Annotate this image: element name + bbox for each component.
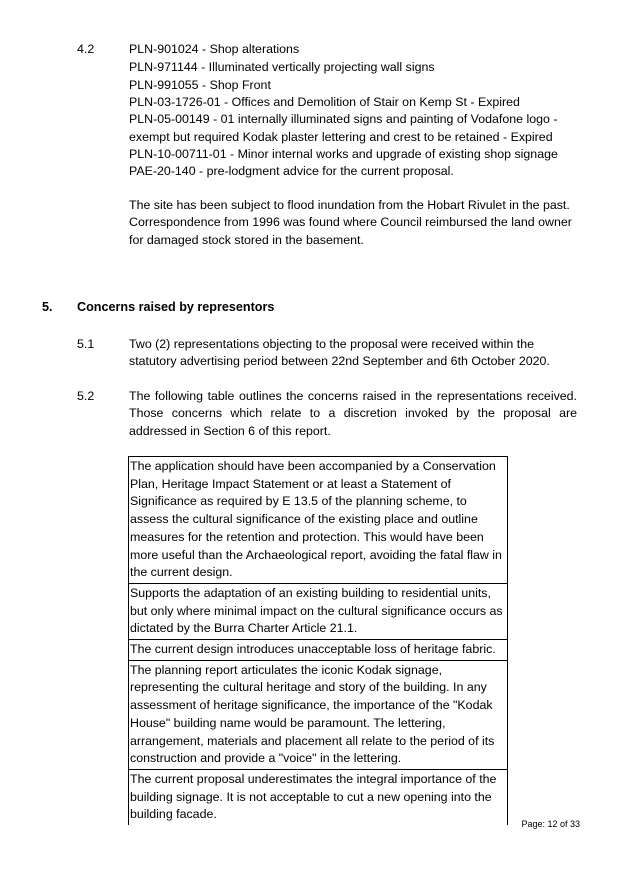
section-number-5: 5.	[42, 300, 53, 314]
paragraph-number-4-2: 4.2	[77, 42, 95, 56]
flood-history-paragraph: The site has been subject to flood inundation from the Hobart Rivulet in the past. Correspondence from 1996 was found where Council reimbursed the land owner for damaged stock stored in the basement.	[129, 198, 572, 247]
concern-cell: The application should have been accompanied by a Conservation Plan, Heritage Impact Statement or at least a Statement of Significance as required by E 13.5 of the planning scheme, to assess the cultural significance of the existing place and outline measures for the retention and protection. This would have been more useful than the Archaeological report, avoiding the fatal flaw in the current design.	[129, 457, 508, 584]
concern-cell: The current proposal underestimates the integral importance of the building signage. It is not acceptable to cut a new opening into the building facade.	[129, 769, 508, 825]
permit-line: PLN-05-00149 - 01 internally illuminated signs and painting of Vodafone logo -	[129, 112, 558, 126]
permit-line: exempt but required Kodak plaster lettering and crest to be retained - Expired	[129, 130, 553, 144]
permit-line: PLN-10-00711-01 - Minor internal works and upgrade of existing shop signage	[129, 147, 558, 161]
paragraph-number-5-2: 5.2	[77, 389, 95, 403]
section-heading: Concerns raised by representors	[77, 300, 275, 314]
permit-line: PLN-03-1726-01 - Offices and Demolition of Stair on Kemp St - Expired	[129, 95, 520, 109]
concern-cell: The current design introduces unacceptable loss of heritage fabric.	[129, 640, 508, 661]
concerns-table	[128, 456, 508, 825]
representations-paragraph: Two (2) representations objecting to the proposal were received within the statutory advertising period between 22nd September and 6th October 2020.	[129, 337, 550, 369]
permit-line: PAE-20-140 - pre-lodgment advice for the current proposal.	[129, 164, 454, 178]
permit-line: PLN-991055 - Shop Front	[129, 78, 271, 92]
concern-cell: Supports the adaptation of an existing building to residential units, but only where minimal impact on the cultural significance occurs as dictated by the Burra Charter Article 21.1.	[129, 583, 508, 639]
table-row	[129, 457, 508, 584]
table-row	[129, 583, 508, 639]
table-row	[129, 769, 508, 825]
table-row	[129, 640, 508, 661]
table-row	[129, 660, 508, 769]
concern-cell: The planning report articulates the iconic Kodak signage, representing the cultural heritage and story of the building. In any assessment of heritage significance, the importance of the "Kodak House" building name would be paramount. The lettering, arrangement, materials and placement all relate to the period of its construction and provide a "voice" in the lettering.	[129, 660, 508, 769]
permit-line: PLN-971144 - Illuminated vertically projecting wall signs	[129, 60, 435, 74]
page-number-footer: Page: 12 of 33	[521, 819, 580, 829]
paragraph-number-5-1: 5.1	[77, 337, 95, 351]
permit-line: PLN-901024 - Shop alterations	[129, 42, 300, 56]
concerns-intro-paragraph: The following table outlines the concerns raised in the representations received. Those concerns which relate to a discretion invoked by the proposal are addressed in Section 6 of this report.	[129, 389, 577, 438]
